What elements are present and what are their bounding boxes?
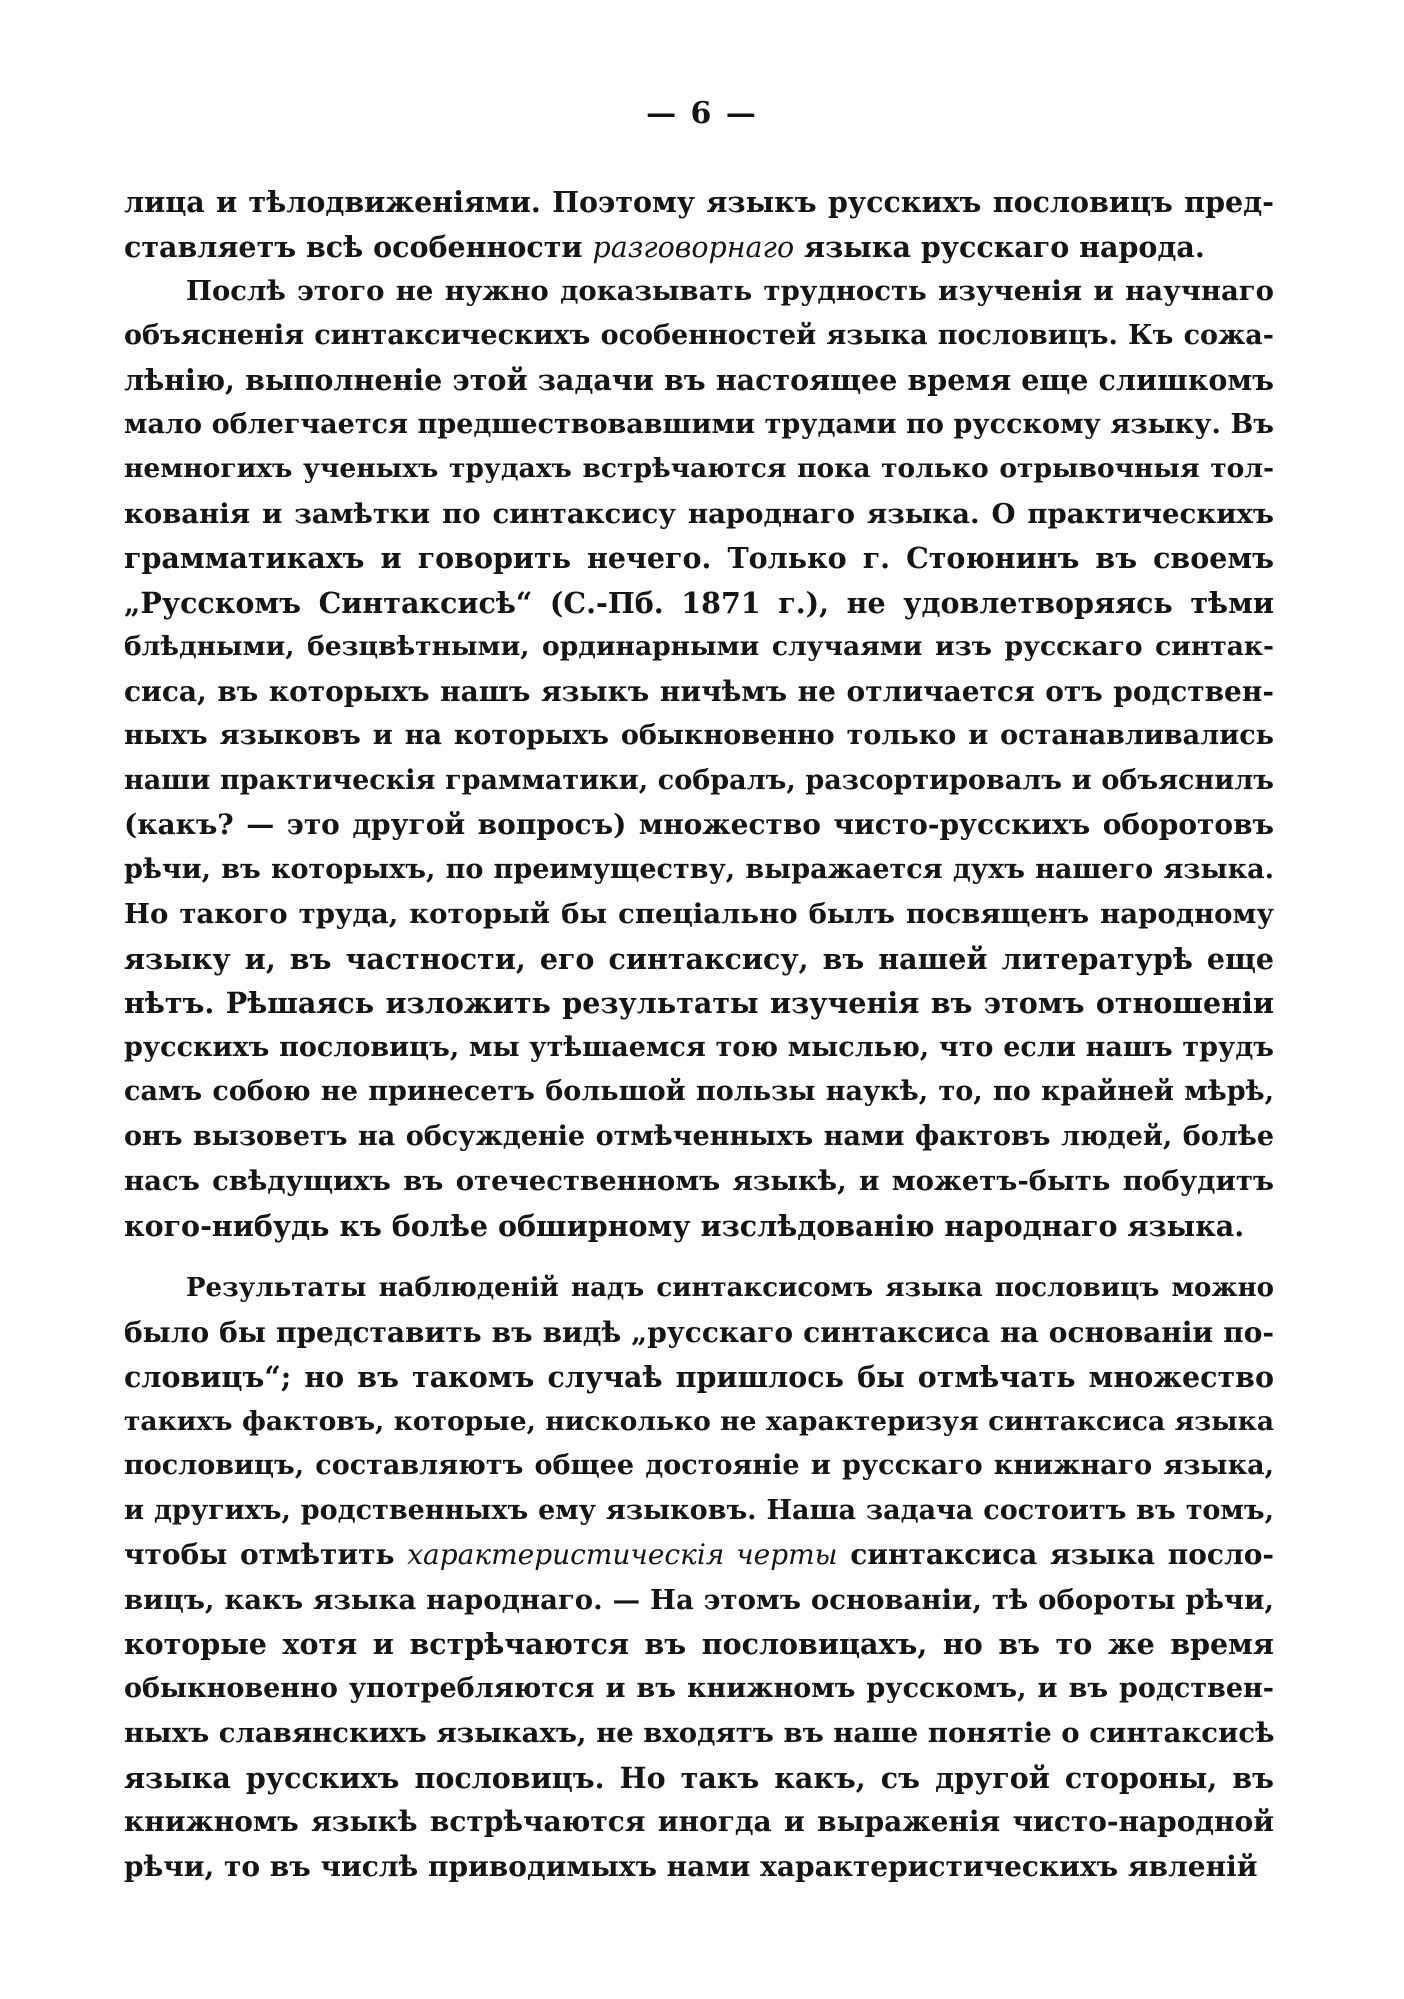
text-segment: лѣнію, выполненіе этой задачи въ настоящее время еще слишкомъ	[124, 363, 1274, 397]
text-line	[124, 1756, 1274, 1801]
text-segment: Но такого труда, который бы спеціально былъ посвященъ народному	[124, 898, 1274, 930]
italic-emphasis: разговорнаго	[592, 230, 795, 264]
text-segment: наши практическія грамматики, собралъ, разсортировалъ и объяснилъ	[124, 764, 1274, 796]
paragraph-gap	[124, 1248, 1274, 1266]
text-segment: самъ собою не принесетъ большой пользы наукѣ, то, по крайней мѣрѣ,	[124, 1076, 1274, 1107]
text-line	[124, 447, 1274, 492]
text-line	[124, 314, 1274, 359]
text-line	[124, 1204, 1274, 1249]
text-segment: и другихъ, родственныхъ ему языковъ. Наша задача состоитъ въ томъ,	[124, 1494, 1274, 1526]
text-line	[124, 1159, 1274, 1204]
text-line	[124, 1266, 1274, 1311]
text-line	[124, 1845, 1274, 1890]
text-segment: кого-нибудь къ болѣе обширному изслѣдованію народнаго языка.	[124, 1208, 1245, 1243]
text-segment: было бы представить въ видѣ „русскаго синтаксиса на основаніи по-	[124, 1315, 1274, 1349]
text-segment: грамматикахъ и говорить нечего. Только г. Стоюнинъ въ своемъ	[124, 541, 1274, 575]
text-segment: мало облегчается предшествовавшими трудами по русскому языку. Въ	[124, 408, 1274, 440]
text-segment: нѣтъ. Рѣшаясь изложить результаты изученія въ этомъ отношеніи	[124, 986, 1274, 1020]
text-segment: языку и, въ частности, его синтаксису, въ нашей литературѣ еще	[124, 941, 1274, 976]
italic-emphasis: характеристическія черты	[407, 1538, 838, 1571]
text-line	[124, 269, 1274, 314]
text-line	[124, 1400, 1274, 1445]
text-segment: которые хотя и встрѣчаются въ пословицахъ, но въ то же время	[124, 1627, 1274, 1661]
text-segment: языка русскихъ пословицъ. Но такъ какъ, съ другой стороны, въ	[124, 1760, 1274, 1795]
text-line	[124, 180, 1274, 225]
body-text	[124, 180, 1274, 1889]
text-line	[124, 670, 1274, 715]
text-segment: синтаксиса языка посло-	[837, 1538, 1274, 1571]
text-segment: Послѣ этого не нужно доказывать трудность изученія и научнаго	[186, 275, 1274, 307]
text-line	[124, 1311, 1274, 1356]
text-line	[124, 1800, 1274, 1845]
text-segment: обыкновенно употребляются и въ книжномъ русскомъ, и въ родствен-	[124, 1672, 1274, 1704]
text-segment: „Русскомъ Синтаксисѣ“ (С.-Пб. 1871 г.), не удовлетворяясь тѣми	[124, 585, 1274, 620]
text-line	[124, 892, 1274, 937]
text-line	[124, 1622, 1274, 1667]
text-line	[124, 937, 1274, 982]
text-line	[124, 981, 1274, 1026]
text-segment: блѣдными, безцвѣтными, ординарными случаями изъ русскаго синтак-	[124, 631, 1274, 662]
text-line	[124, 1578, 1274, 1623]
text-segment: ставляетъ всѣ особенности	[124, 229, 593, 264]
text-segment: сиса, въ которыхъ нашъ языкъ ничѣмъ не отличается отъ родствен-	[124, 674, 1274, 708]
text-line	[124, 803, 1274, 848]
paragraph	[124, 180, 1274, 269]
text-segment: лица и тѣлодвиженіями. Поэтому языкъ русскихъ пословицъ пред-	[124, 185, 1274, 219]
text-segment: рѣчи, въ которыхъ, по преимуществу, выражается духъ нашего языка.	[124, 853, 1274, 885]
text-line	[124, 1355, 1274, 1400]
text-segment: немногихъ ученыхъ трудахъ встрѣчаются пока только отрывочныя тол-	[124, 453, 1274, 484]
paragraph	[124, 1266, 1274, 1889]
text-line	[124, 225, 1274, 270]
text-line	[124, 625, 1274, 670]
text-segment: ныхъ языковъ и на которыхъ обыкновенно только и останавливались	[124, 720, 1274, 751]
text-line	[124, 1070, 1274, 1115]
text-segment: кованія и замѣтки по синтаксису народнаго языка. О практическихъ	[124, 497, 1274, 530]
text-line	[124, 536, 1274, 581]
text-segment: русскихъ пословицъ, мы утѣшаемся тою мыслью, что если нашъ трудъ	[124, 1031, 1274, 1063]
text-segment: насъ свѣдущихъ въ отечественномъ языкѣ, и можетъ-быть побудитъ	[124, 1165, 1274, 1197]
text-line	[124, 358, 1274, 403]
text-segment: пословицъ, составляютъ общее достояніе и русскаго книжнаго языка,	[124, 1450, 1274, 1481]
text-line	[124, 1489, 1274, 1534]
text-segment: языка русскаго народа.	[794, 229, 1205, 264]
text-segment: чтобы отмѣтить	[124, 1538, 408, 1571]
text-segment: Результаты наблюденій надъ синтаксисомъ языка пословицъ можно	[186, 1273, 1274, 1303]
text-segment: (какъ? — это другой вопросъ) множество чисто-русскихъ оборотовъ	[124, 808, 1274, 841]
text-line	[124, 581, 1274, 626]
text-line	[124, 1444, 1274, 1489]
text-line	[124, 1667, 1274, 1712]
text-line	[124, 759, 1274, 804]
text-line	[124, 714, 1274, 759]
text-segment: вицъ, какъ языка народнаго. — На этомъ основаніи, тѣ обороты рѣчи,	[124, 1583, 1274, 1616]
text-line	[124, 1711, 1274, 1756]
text-line	[124, 1026, 1274, 1071]
text-line	[124, 1115, 1274, 1160]
text-segment: такихъ фактовъ, которые, нисколько не характеризуя синтаксиса языка	[124, 1405, 1274, 1437]
text-line	[124, 848, 1274, 893]
text-line	[124, 492, 1274, 537]
text-line	[124, 1533, 1274, 1578]
text-line	[124, 403, 1274, 448]
text-segment: онъ вызоветъ на обсужденіе отмѣченныхъ нами фактовъ людей, болѣе	[124, 1120, 1274, 1152]
text-segment: словицъ“; но въ такомъ случаѣ пришлось бы отмѣчать множество	[124, 1360, 1274, 1394]
text-segment: объясненія синтаксическихъ особенностей языка пословицъ. Къ сожа-	[124, 319, 1274, 351]
paragraph	[124, 269, 1274, 1248]
text-segment: рѣчи, то въ числѣ приводимыхъ нами характеристическихъ явленій	[124, 1849, 1258, 1883]
text-segment: книжномъ языкѣ встрѣчаются иногда и выраженія чисто-народной	[124, 1805, 1274, 1838]
page-number: — 6 —	[646, 96, 758, 131]
text-segment: ныхъ славянскихъ языкахъ, не входятъ въ наше понятіе о синтаксисѣ	[124, 1717, 1275, 1749]
